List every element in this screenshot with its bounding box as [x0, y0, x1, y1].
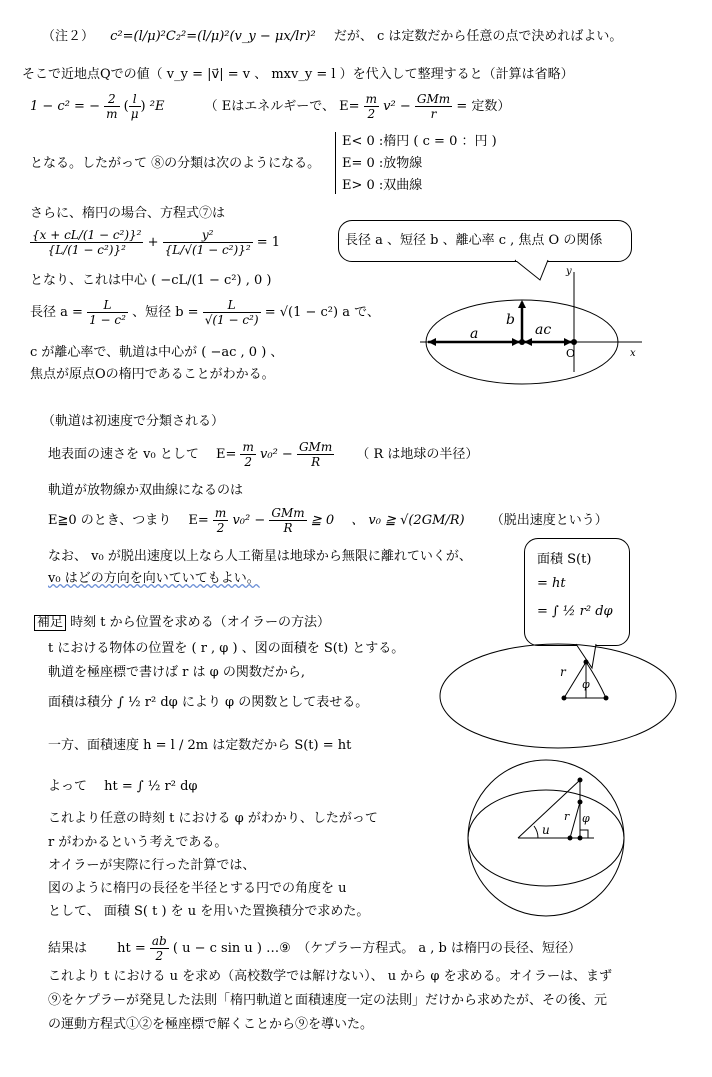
ellipse-intro: さらに、楕円の場合、方程式⑦は	[30, 206, 226, 221]
label-origin: O	[566, 347, 576, 360]
frac-major: $\frac{L}{\text{1 − c²}}$	[89, 298, 126, 327]
supp-l4: 一方、面積速度 h = l / 2m は定数だから S(t) = ht	[48, 738, 352, 753]
energy-note-close: = 定数）	[456, 99, 511, 114]
frac-y-term: $\frac{\text{y²}}{\text{\{L/√(1 − c²)\}²}}$	[164, 228, 251, 257]
label-x: x	[630, 348, 636, 359]
area-bubble-l2: = ht	[537, 576, 566, 591]
frac-gmm-r: $\frac{\text{GMm}}{r}$	[416, 92, 451, 121]
energy-note-open: （ Eはエネルギーで、 E=	[204, 99, 360, 114]
major-pre: 長径 a =	[30, 305, 83, 320]
eq-v2: v² −	[383, 99, 411, 114]
frac-m-2: $\frac{m}{2}$	[365, 92, 378, 121]
supp-l6: これより任意の時刻 t における φ がわかり、したがって	[48, 811, 378, 826]
surface-energy-line: 地表面の速さを v₀ として E= $\frac{m}{2}$ v₀² − $\frac{\text{GMm}}{R}$ （ R は地球の半径）	[48, 440, 479, 469]
eq-lhs: 1 − c² = −	[30, 99, 100, 114]
supp-l7: r がわかるという考えである。	[48, 835, 228, 850]
fig3-phi: φ	[582, 812, 590, 825]
open-orbit-line: 軌道が放物線か双曲線になるのは	[48, 483, 244, 498]
supp-l3: 面積は積分 ∫ ½ r² dφ により φ の関数として表せる。	[48, 695, 369, 710]
note-tail: だが、 c は定数だから任意の点で決めればよい。	[333, 29, 623, 44]
supp-l2: 軌道を極座標で書けば r は φ の関数だから,	[48, 665, 305, 680]
circle-ellipse-figure	[446, 760, 646, 920]
frac-l-mu: $\frac{l}{\mu}$	[130, 92, 139, 121]
label-y: y	[566, 266, 572, 277]
fig2-r: r	[560, 665, 566, 679]
kepler-equation-line: 結果は ht = $\frac{ab}{2}$ ( u − c sin u ) …⑨ （ケプラー方程式。 a , b は楕円の長径、短径）	[48, 934, 581, 963]
energy-equation: 1 − c² = − $\frac{2}{m}$ ( $\frac{l}{\mu}$ ) ²E （ Eはエネルギーで、 E= $\frac{m}{2}$ v² − $\frac{\text{GMm}}{r}$ = 定数）	[30, 92, 511, 121]
case-parabola: E= 0 :放物線	[342, 156, 423, 171]
note-equation: c²=(l/μ)²C₂²=(l/μ)²(v_y − μx/lr)²	[110, 29, 316, 44]
supp-l1: t における物体の位置を ( r , φ ) 、図の面積を S(t) とする。	[48, 641, 405, 656]
fig3-r: r	[564, 810, 570, 823]
initial-velocity-title: （軌道は初速度で分類される）	[42, 414, 225, 429]
eccentricity-line: c が離心率で、軌道は中心が ( −ac , 0 ) 、	[30, 345, 284, 360]
escape-condition-line: E≧0 のとき、つまり E= $\frac{m}{2}$ v₀² − $\frac{\text{GMm}}{R}$ ≧ 0 、 v₀ ≧ √(2GM/R) （脱出速度という）	[48, 506, 608, 535]
label-a: a	[470, 326, 479, 342]
supplement-tag: 補足	[34, 615, 66, 631]
label-b: b	[506, 312, 515, 328]
minor-post: = √(1 − c²) a で、	[264, 305, 380, 320]
area-bubble-l3: = ∫ ½ r² dφ	[537, 604, 613, 619]
area-ellipse-figure	[436, 640, 686, 760]
minor-pre: 、短径 b =	[132, 305, 199, 320]
note-label: （注２）	[42, 29, 95, 44]
focus-line: 焦点が原点Oの楕円であることがわかる。	[30, 367, 275, 382]
classification-text: となる。したがって ⑧の分類は次のようになる。	[30, 156, 321, 171]
case-ellipse: E< 0 :楕円 ( c = 0 ：円 )	[342, 134, 497, 149]
perigee-substitution: そこで近地点Qでの値（ v_y = |v⃗| = v 、 mxv_y = l ）を代入して整理すると（計算は省略）	[22, 67, 574, 82]
note-infinite-line: なお、 v₀ が脱出速度以上なら人工衛星は地球から無限に離れていくが、	[48, 549, 472, 564]
area-bubble-l1: 面積 S(t)	[537, 552, 592, 567]
center-line: となり、これは中心 ( −cL/(1 − c²) , 0 )	[30, 273, 272, 288]
eq-equals-one: = 1	[256, 235, 281, 250]
frac-2-m: $\frac{2}{m}$	[106, 92, 118, 121]
supp-l9: 図のように楕円の長径を半径とする円での角度を u	[48, 881, 347, 896]
frac-minor: $\frac{L}{\text{√(1 − c²)}}$	[204, 298, 259, 327]
ellipse-equation: $\frac{\text{\{x + cL/(1 − c²)\}²}}{\text{\{L/(1 − c²)\}²}}$ + $\frac{\text{y²}}{\text{\{L/√(1 − c²)\}²}}$ = 1	[32, 228, 281, 257]
supp-l8: オイラーが実際に行った計算では、	[48, 858, 256, 873]
supp-l10: として、 面積 S( t ) を u を用いた置換積分で求めた。	[48, 904, 370, 919]
supp-l5: よって ht = ∫ ½ r² dφ	[48, 779, 198, 794]
supp-l13: ⑨をケプラーが発見した法則「楕円軌道と面積速度一定の法則」だけから求めたが、その後、元	[48, 993, 608, 1008]
fig2-phi: φ	[582, 678, 590, 691]
supp-l14: の運動方程式①②を極座標で解くことから⑨を導いた。	[48, 1017, 374, 1032]
eq-sq: ²E	[149, 99, 165, 114]
case-hyperbola: E> 0 :双曲線	[342, 178, 423, 193]
fig3-u: u	[542, 823, 550, 837]
supplement-title: 補足 時刻 t から位置を求める（オイラーの方法）	[34, 614, 330, 631]
label-ac: ac	[535, 322, 552, 338]
supp-l12: これより t における u を求め（高校数学では解けない）、 u から φ を求める。オイラーは、まず	[48, 969, 612, 984]
note-direction-line: v₀ はどの方向を向いていてもよい。	[48, 571, 260, 586]
frac-x-term: $\frac{\text{\{x + cL/(1 − c²)\}²}}{\text{\{L/(1 − c²)\}²}}$	[32, 228, 142, 257]
relation-bubble-text: 長径 a 、短径 b 、離心率 c , 焦点 O の関係	[345, 233, 603, 248]
